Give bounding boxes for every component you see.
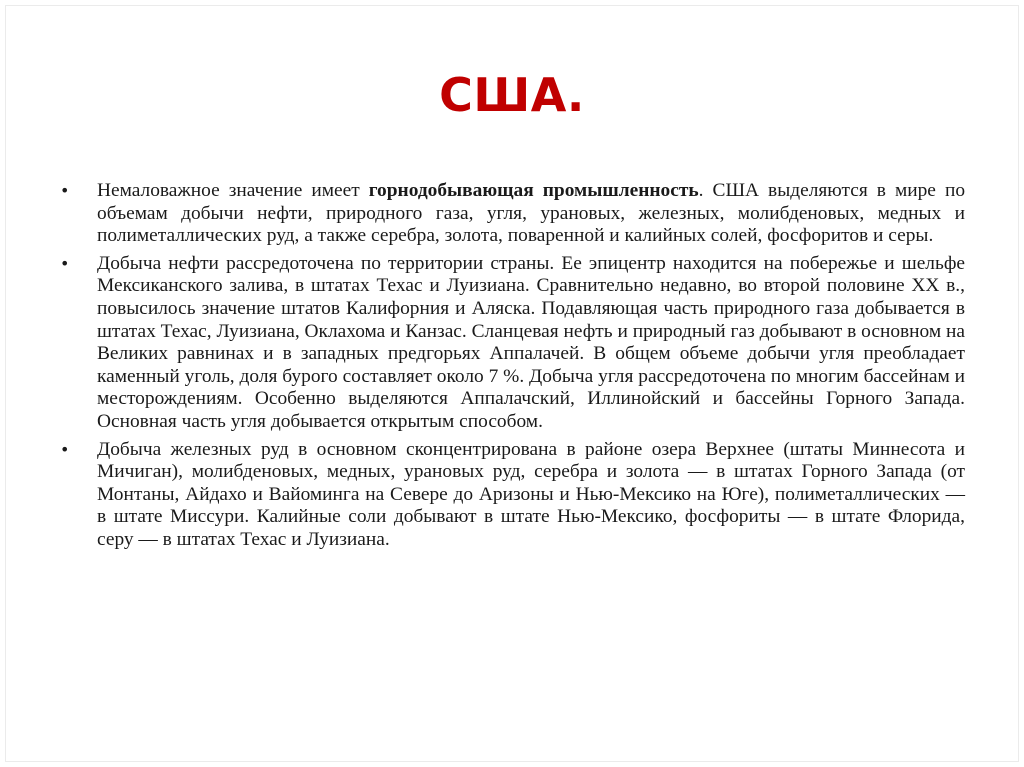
bullet-item-oil-gas-coal: [60, 253, 965, 434]
bullet-marker: •: [60, 181, 70, 200]
bullet-list: [60, 180, 965, 557]
bullet-text-pre: Немаловажное значение имеет: [97, 180, 369, 201]
bullet-item-mining: [60, 180, 965, 248]
bullet-marker: •: [60, 253, 70, 273]
slide-title: США.: [439, 68, 585, 122]
bullet-text-post: . США выделяются в мире по объемам добычи нефти, природного газа, угля, урановых, железных, молибденовых, медных и полиметаллических руд, а также серебра, золота, поваренной и калийных солей, фосфоритов и серы.: [97, 180, 966, 247]
bullet-text: Добыча нефти рассредоточена по территории страны. Ее эпицентр находится на побережье и шельфе Мексиканского залива, в штатах Техас и Луизиана. Сравнительно недавно, во второй половине XX в., повысилось значение штатов Калифорния и Аляска. Подавляющая часть природного газа добывается в штатах Техас, Луизиана, Оклахома и Канзас. Сланцевая нефть и природный газ добывают в основном на Великих равнинах и в западных предгорьях Аппалачей. В общем объеме добычи угля преобладает каменный уголь, доля бурого составляет около 7 %. Добыча угля рассредоточена по многим бассейнам и месторождениям. Особенно выделяются Аппалачский, Иллинойский и бассейны Горного Запада. Основная часть угля добывается открытым способом.: [97, 252, 965, 432]
bullet-text: Добыча железных руд в основном сконцентрирована в районе озера Верхнее (штаты Миннесота и Мичиган), молибденовых, медных, урановых руд, серебра и золота — в штатах Горного Запада (от Монтаны, Айдахо и Вайоминга на Севере до Аризоны и Нью-Мексико на Юге), полиметаллических — в штате Миссури. Калийные соли добывают в штате Нью-Мексико, фосфориты — в штате Флорида, серу — в штатах Техас и Луизиана.: [97, 438, 965, 550]
bullet-item-ores: [60, 439, 965, 552]
bullet-text-bold: горнодобывающая промышленность: [368, 180, 699, 201]
bullet-marker: •: [60, 439, 70, 459]
